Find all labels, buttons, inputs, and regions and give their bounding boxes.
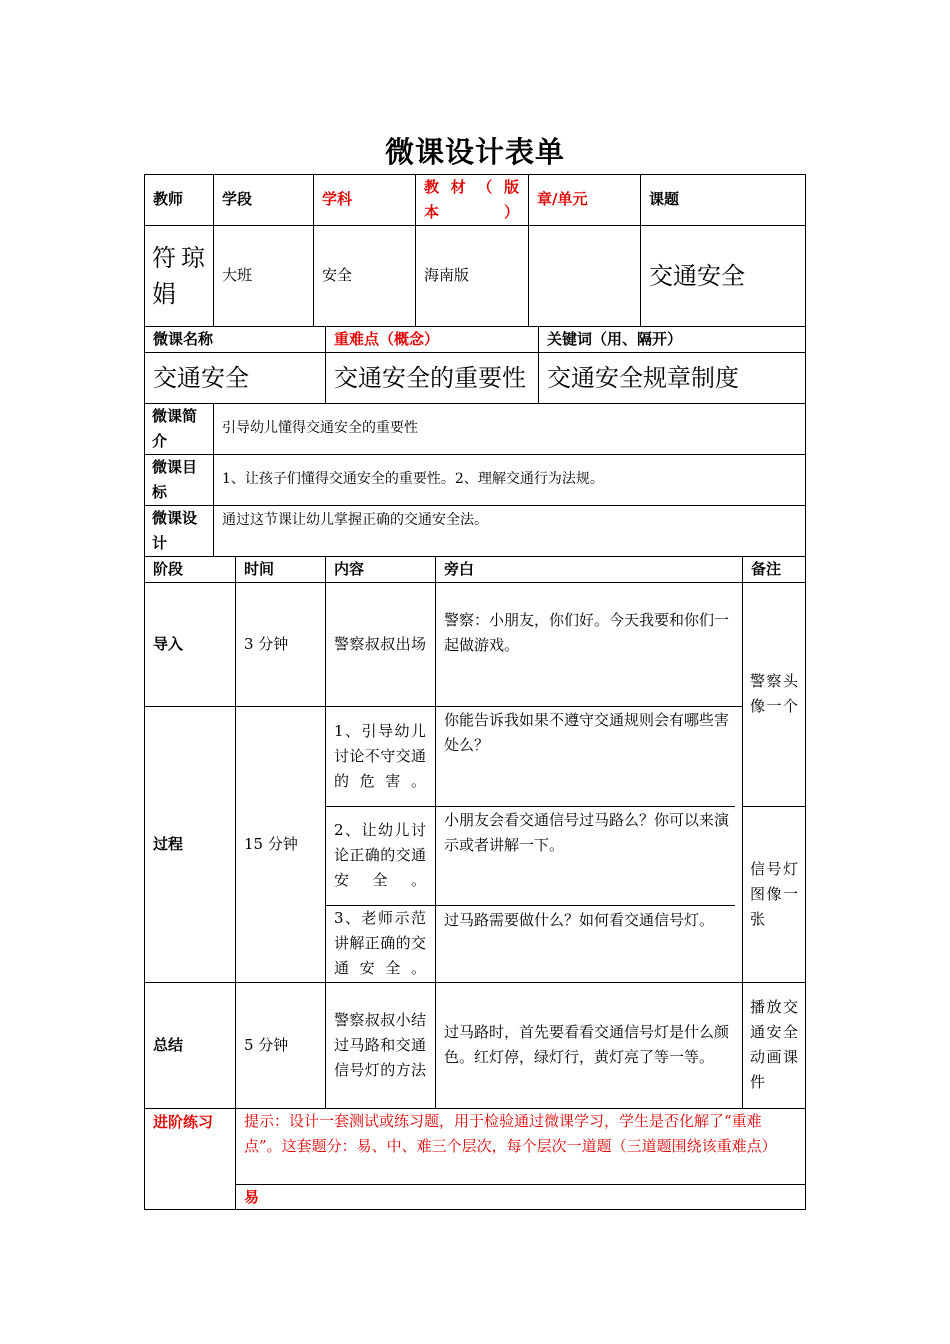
chapter-value bbox=[528, 225, 640, 326]
narration-process-step-1: 你能告诉我如果不遵守交通规则会有哪些害处么？ bbox=[444, 711, 730, 754]
practice-hint: 提示：设计一套测试或练习题，用于检验通过微课学习，学生是否化解了“重难点”。这套题分：易、中、难三个层次，每个层次一道题（三道题围绕该重难点） bbox=[244, 1112, 777, 1155]
subject-header: 学科 bbox=[322, 190, 353, 208]
goal-label: 微课目标 bbox=[152, 457, 198, 501]
design-label: 微课设计 bbox=[152, 508, 198, 552]
time-intro: 3 分钟 bbox=[244, 634, 289, 653]
stage-value: 大班 bbox=[222, 266, 253, 284]
content-header: 内容 bbox=[334, 559, 365, 578]
content-intro: 警察叔叔出场 bbox=[334, 634, 426, 653]
design-text: 通过这节课让幼儿掌握正确的交通安全法。 bbox=[222, 512, 488, 528]
course-name: 交通安全 bbox=[153, 363, 249, 392]
chapter-header: 章/单元 bbox=[537, 190, 588, 208]
time-summary: 5 分钟 bbox=[244, 1035, 289, 1054]
time-header: 时间 bbox=[244, 559, 275, 578]
keywords: 交通安全规章制度 bbox=[547, 363, 739, 392]
content-summary: 警察叔叔小结过马路和交通信号灯的方法 bbox=[334, 1010, 426, 1079]
key-points-header: 重难点（概念） bbox=[334, 329, 440, 348]
note-police-avatar: 警察头像一个 bbox=[750, 672, 798, 715]
narration-intro: 警察：小朋友，你们好。今天我要和你们一起做游戏。 bbox=[444, 611, 730, 654]
textbook-header: 教 材 （ 版 本） bbox=[424, 177, 519, 221]
phase-header: 阶段 bbox=[153, 559, 184, 578]
notes-header: 备注 bbox=[751, 559, 782, 578]
content-process-step-3: 3、老师示范讲解正确的交通安全。 bbox=[334, 909, 426, 977]
content-process-step-1: 1、引导幼儿讨论不守交通的危害。 bbox=[334, 721, 426, 790]
textbook-value: 海南版 bbox=[424, 266, 470, 284]
note-traffic-light-image: 信号灯图像一张 bbox=[750, 859, 798, 928]
note-animation-courseware: 播放交通安全动画课件 bbox=[750, 998, 798, 1091]
teacher-header: 教师 bbox=[153, 190, 184, 208]
narration-header: 旁白 bbox=[444, 559, 475, 578]
practice-easy: 易 bbox=[244, 1187, 260, 1206]
phase-summary: 总结 bbox=[153, 1035, 184, 1054]
page-title: 微课设计表单 bbox=[384, 135, 565, 169]
teacher-name: 符琼娟 bbox=[152, 243, 205, 308]
topic-value: 交通安全 bbox=[649, 261, 745, 290]
topic-header: 课题 bbox=[649, 190, 680, 208]
intro-text: 引导幼儿懂得交通安全的重要性 bbox=[222, 420, 418, 436]
narration-process-step-3: 过马路需要做什么？如何看交通信号灯。 bbox=[444, 911, 715, 929]
intro-label: 微课简介 bbox=[152, 406, 198, 450]
narration-summary: 过马路时，首先要看看交通信号灯是什么颜色。红灯停，绿灯行，黄灯亮了等一等。 bbox=[444, 1023, 730, 1066]
subject-value: 安全 bbox=[322, 266, 353, 284]
time-process: 15 分钟 bbox=[244, 834, 298, 853]
phase-intro: 导入 bbox=[153, 634, 184, 653]
phase-process: 过程 bbox=[153, 834, 184, 853]
practice-label: 进阶练习 bbox=[153, 1113, 214, 1131]
course-name-header: 微课名称 bbox=[153, 329, 214, 348]
content-process-step-2: 2、让幼儿讨论正确的交通安全。 bbox=[334, 821, 426, 889]
keywords-header: 关键词（用、隔开） bbox=[547, 329, 683, 348]
narration-process-step-2: 小朋友会看交通信号过马路么？你可以来演示或者讲解一下。 bbox=[444, 811, 730, 854]
stage-header: 学段 bbox=[222, 190, 253, 208]
key-points: 交通安全的重要性 bbox=[334, 363, 526, 392]
goal-text: 1、让孩子们懂得交通安全的重要性。2、理解交通行为法规。 bbox=[222, 471, 604, 487]
